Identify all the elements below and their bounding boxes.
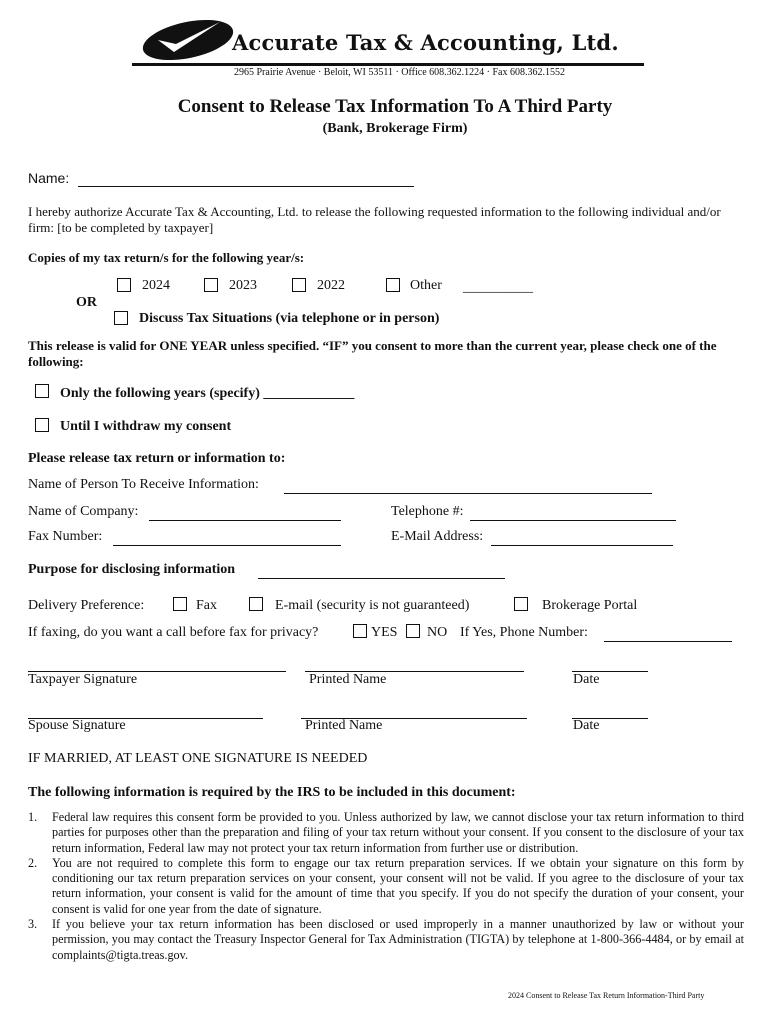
taxpayer-signature-label: Taxpayer Signature [28,672,138,687]
delivery-fax-checkbox[interactable] [173,597,187,611]
telephone-label: Telephone #: [391,504,464,519]
name-field[interactable] [78,186,414,187]
company-field[interactable] [149,520,341,521]
purpose-field[interactable] [258,578,505,579]
fax-phone-field[interactable] [604,641,732,642]
or-label: OR [76,295,97,310]
married-note: IF MARRIED, AT LEAST ONE SIGNATURE IS NEEDED [28,751,368,766]
list-item [28,810,744,856]
list-item-number: 2. [28,855,38,870]
email-label: E-Mail Address: [391,529,484,544]
fax-phone-label: If Yes, Phone Number: [460,625,588,640]
year-2023-checkbox[interactable] [204,278,218,292]
list-item-text: Federal law requires this consent form be provided to you. Unless authorized by law, we cannot disclose your tax return information to third parties for purposes other than the preparation and filing of your tax return without your consent. If you consent to the disclosure of your tax return information, Federal law may not protect your tax return information from further use or distribution. [52,810,744,855]
until-withdraw-label: Until I withdraw my consent [60,419,232,434]
purpose-label: Purpose for disclosing information [28,562,236,577]
release-to-heading: Please release tax return or information to: [28,451,286,466]
company-address: 2965 Prairie Avenue · Beloit, WI 53511 · Office 608.362.1224 · Fax 608.362.1552 [234,67,565,78]
validity-text: This release is valid for ONE YEAR unless specified. “IF” you consent to more than the current year, please check one of the following: [28,338,717,369]
date-1-label: Date [573,672,600,687]
list-item-number: 1. [28,810,38,824]
fax-yes-label: YES [371,625,398,640]
telephone-field[interactable] [470,520,676,521]
page-title: Consent to Release Tax Information To A Third Party [177,96,613,117]
only-years-checkbox[interactable] [35,384,49,398]
list-item [28,856,744,917]
list-item-text: You are not required to complete this form to engage our tax return preparation services. If we obtain your signature on this form by conditioning our tax return preparation services on your consent, your consent will not be valid. If you agree to the disclosure of your tax return information, your consent is valid for the amount of time that you specify. If you do not specify the duration of your consent, your consent is valid for one year from the date of signature. [52,855,744,916]
delivery-portal-checkbox[interactable] [514,597,528,611]
year-2024-label: 2024 [142,278,170,293]
date-2-label: Date [573,718,600,733]
page-footer: 2024 Consent to Release Tax Return Information-Third Party [508,991,705,1000]
discuss-label: Discuss Tax Situations (via telephone or in person) [139,311,440,326]
delivery-email-checkbox[interactable] [249,597,263,611]
list-item-text: If you believe your tax return information has been disclosed or used improperly in a manner unauthorized by law or without your permission, you may contact the Treasury Inspector General for Tax Administration (TIGTA) by telephone at 1-800-366-4484, or by email at complaints@tigta.treas.gov. [52,917,744,962]
copies-heading: Copies of my tax return/s for the following year/s: [28,250,305,265]
list-item-number: 3. [28,917,38,932]
year-other-field[interactable]: __________ [463,280,533,295]
list-item [28,917,744,963]
person-label: Name of Person To Receive Information: [28,477,259,492]
year-2024-checkbox[interactable] [117,278,131,292]
delivery-portal-label: Brokerage Portal [542,598,638,613]
year-2022-label: 2022 [317,278,345,293]
fax-field[interactable] [113,545,341,546]
year-other-label: Other [410,278,442,293]
irs-list [28,810,744,963]
name-label: Name: [28,170,70,186]
until-withdraw-checkbox[interactable] [35,418,49,432]
year-other-checkbox[interactable] [386,278,400,292]
fax-no-checkbox[interactable] [406,624,420,638]
fax-yes-checkbox[interactable] [353,624,367,638]
email-field[interactable] [491,545,673,546]
delivery-label: Delivery Preference: [28,598,145,613]
delivery-fax-label: Fax [196,598,217,613]
year-2022-checkbox[interactable] [292,278,306,292]
only-years-label: Only the following years (specify) _____________ [60,386,355,401]
person-field[interactable] [284,493,652,494]
discuss-checkbox[interactable] [114,311,128,325]
fax-no-label: NO [427,625,448,640]
authorization-text: I hereby authorize Accurate Tax & Accounting, Ltd. to release the following requested information to the following individual and/or firm: [to be completed by taxpayer] [28,204,721,235]
delivery-email-label: E-mail (security is not guaranteed) [275,598,470,613]
irs-heading: The following information is required by the IRS to be included in this document: [28,785,516,800]
spouse-signature-label: Spouse Signature [28,718,126,733]
printed-name-1-label: Printed Name [309,672,387,687]
company-label: Name of Company: [28,504,139,519]
fax-label: Fax Number: [28,529,103,544]
faxing-question: If faxing, do you want a call before fax for privacy? [28,625,319,640]
company-name: Accurate Tax & Accounting, Ltd. [232,30,619,55]
printed-name-2-label: Printed Name [305,718,383,733]
page-subtitle: (Bank, Brokerage Firm) [322,121,468,136]
year-2023-label: 2023 [229,278,257,293]
